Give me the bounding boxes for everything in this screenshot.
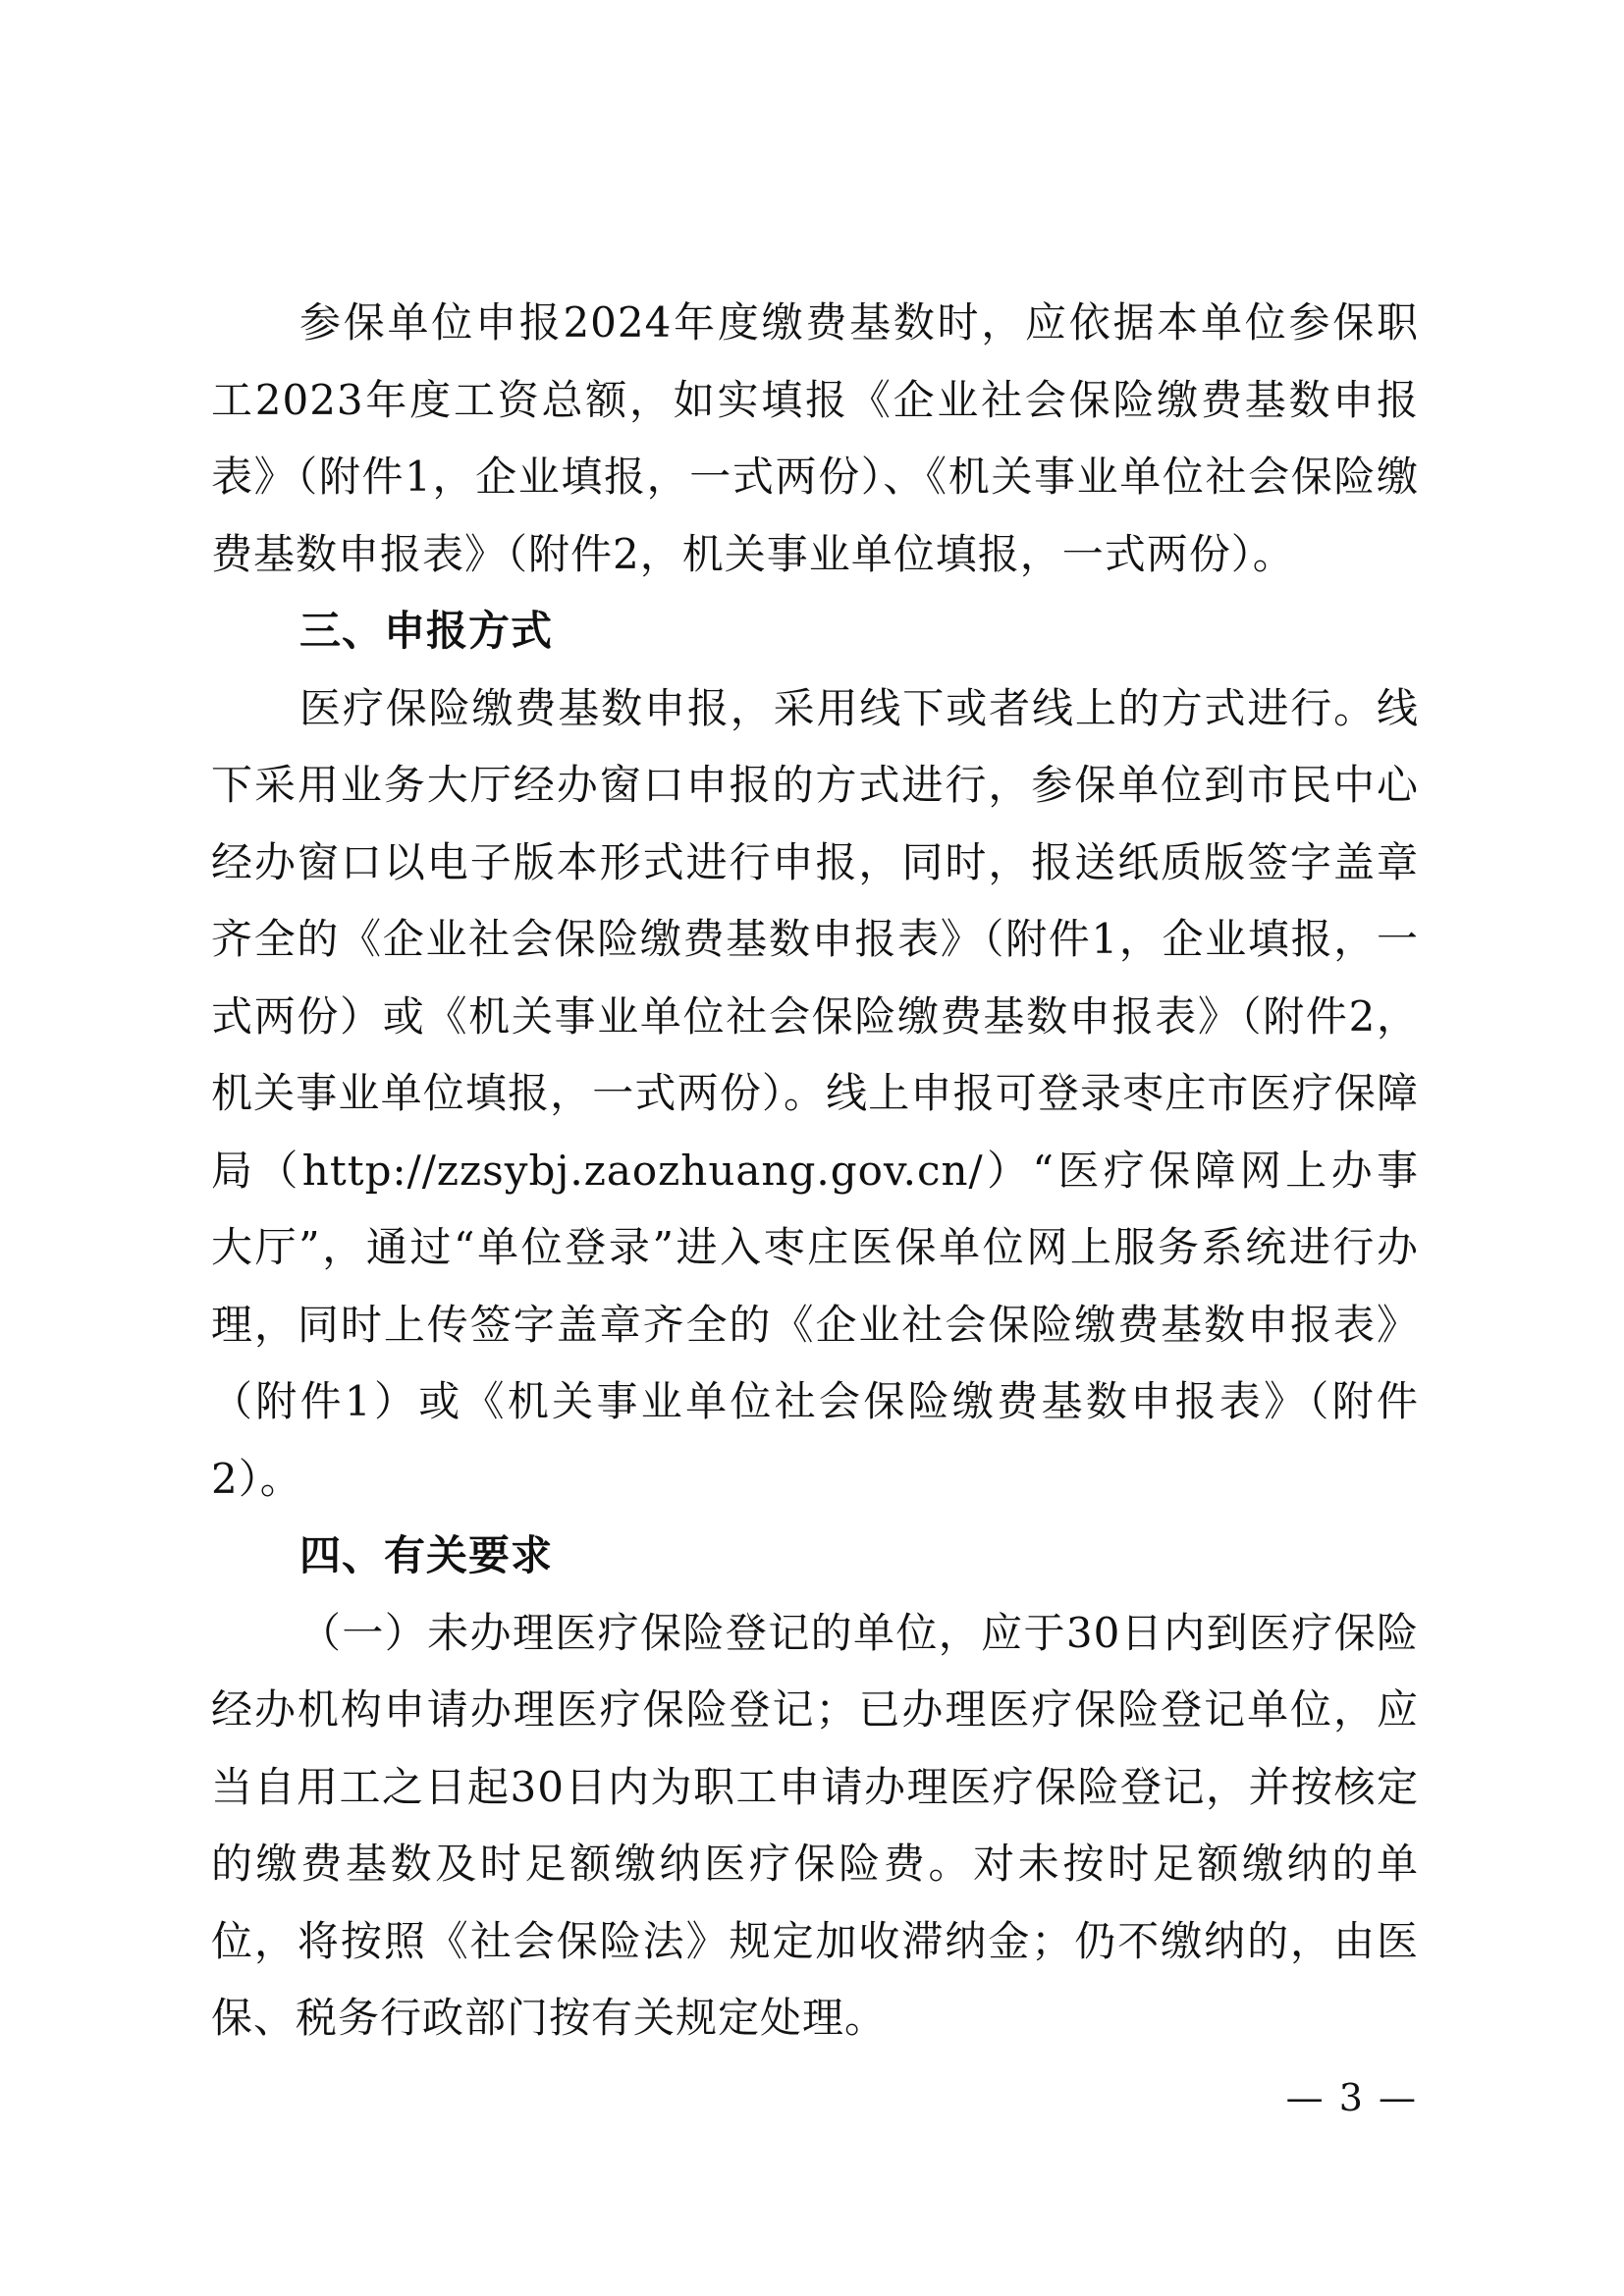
paragraph-requirements-1: （一）未办理医疗保险登记的单位，应于30日内到医疗保险经办机构申请办理医疗保险登记；已办理医疗保险登记单位，应当自用工之日起30日内为职工申请办理医疗保险登记，并按核定的缴费基数及时足额缴纳医疗保险费。对未按时足额缴纳的单位，将按照《社会保险法》规定加收滞纳金；仍不缴纳的，由医保、税务行政部门按有关规定处理。 bbox=[211, 1608, 1419, 2042]
section-heading-declaration-method: 三、申报方式 bbox=[299, 607, 554, 655]
page-number: — 3 — bbox=[1285, 2076, 1418, 2119]
document-body bbox=[211, 285, 1419, 2057]
paragraph-declaration-method: 医疗保险缴费基数申报，采用线下或者线上的方式进行。线下采用业务大厅经办窗口申报的方式进行，参保单位到市民中心经办窗口以电子版本形式进行申报，同时，报送纸质版签字盖章齐全的《企业社会保险缴费基数申报表》（附件1，企业填报，一式两份）或《机关事业单位社会保险缴费基数申报表》（附件2，机关事业单位填报，一式两份）。线上申报可登录枣庄市医疗保障局（http://zzsybj.zaozhuang.gov.cn/）“医疗保障网上办事大厅”，通过“单位登录”进入枣庄医保单位网上服务系统进行办理，同时上传签字盖章齐全的《企业社会保险缴费基数申报表》（附件1）或《机关事业单位社会保险缴费基数申报表》（附件2）。 bbox=[211, 683, 1419, 1503]
paragraph-base-declaration: 参保单位申报2024年度缴费基数时，应依据本单位参保职工2023年度工资总额，如实填报《企业社会保险缴费基数申报表》（附件1，企业填报，一式两份）、《机关事业单位社会保险缴费基数申报表》（附件2，机关事业单位填报，一式两份）。 bbox=[211, 298, 1419, 578]
section-heading-requirements: 四、有关要求 bbox=[299, 1531, 554, 1579]
